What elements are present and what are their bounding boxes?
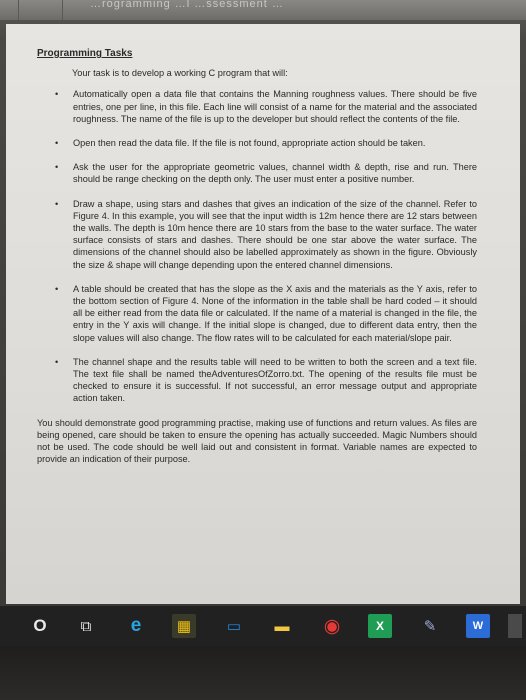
bullet-icon: •: [55, 89, 59, 100]
show-desktop-button[interactable]: [508, 614, 522, 638]
task-item: [37, 356, 477, 405]
chrome-glyph: ◉: [323, 615, 341, 637]
mail-glyph: ▭: [226, 618, 242, 635]
store-icon[interactable]: [172, 614, 196, 638]
paint-icon[interactable]: [418, 614, 442, 638]
bullet-icon: •: [55, 198, 59, 209]
file-explorer-glyph: ▬: [274, 617, 290, 635]
excel-glyph: X: [375, 619, 384, 633]
task-view-icon[interactable]: [74, 614, 98, 638]
title-bar-divider: [18, 0, 19, 20]
excel-icon[interactable]: [368, 614, 392, 638]
task-item: [37, 198, 477, 271]
intro-text: Your task is to develop a working C program that will:: [72, 68, 288, 79]
task-item: [37, 283, 477, 344]
bullet-icon: •: [55, 138, 59, 149]
word-glyph: W: [472, 620, 484, 632]
bullet-icon: •: [55, 162, 59, 173]
windows-taskbar: [0, 606, 526, 646]
edge-glyph: e: [130, 615, 142, 636]
task-item: [37, 137, 477, 149]
title-bar-divider: [62, 0, 63, 20]
chrome-icon[interactable]: [320, 614, 344, 638]
file-explorer-icon[interactable]: [270, 614, 294, 638]
bullet-icon: •: [55, 283, 59, 294]
task-text: Draw a shape, using stars and dashes that gives an indication of the size of the channel. Refer to Figure 4. In this example, you will see that the input width is 12m hence there are 12 stars between the walls. The depth is 10m hence there are 10 stars from the base to the water surface. The water surface consists of stars and dashes. There should be one star above the water surface. The dimensions of the channel should also be labelled approximately as shown in the figure. Obviously the size & shape will change depending upon the entered channel dimensions.: [73, 198, 477, 270]
closing-paragraph: You should demonstrate good programming practise, making use of functions and return values. As files are being opened, care should be taken to ensure the opening has actually succeeded. Magic Numbers should not be used. The code should be well laid out and consistent in format. Variable names are expected to provide an indication of their purpose.: [37, 417, 477, 465]
task-text: A table should be created that has the slope as the X axis and the materials as the Y axis, refer to the bottom section of Figure 4. None of the information in the table shall be hard coded – it should all be either read from the data file or calculated. If the name of a material is changed in the file, the entry in the Y axis will change. If the initial slope is changed, due to different data entry, then the slope values will also change. The flow rates will to be calculated for each material/slope pair.: [73, 283, 477, 343]
task-text: Ask the user for the appropriate geometric values, channel width & depth, rise and run. There should be range checking on the depth only. The user must enter a positive number.: [73, 162, 477, 185]
search-icon[interactable]: [28, 614, 52, 638]
task-item: [37, 88, 477, 125]
task-text: Open then read the data file. If the file is not found, appropriate action should be taken.: [73, 138, 426, 149]
section-heading: Programming Tasks: [37, 48, 133, 59]
task-item: [37, 161, 477, 185]
store-glyph: ▦: [176, 618, 192, 635]
window-title: …rogramming …l …ssessment …: [90, 0, 284, 10]
paint-glyph: ✎: [423, 618, 437, 635]
task-text: The channel shape and the results table will need to be written to both the screen and a text file. The text file shall be named theAdventuresOfZorro.txt. The opening of the results file must be checked to ensure it is successful. If not successful, an error message output and appropriate action taken.: [73, 356, 477, 404]
document-content: [37, 48, 477, 465]
word-icon[interactable]: [466, 614, 490, 638]
window-title-bar: [0, 0, 526, 20]
task-view-glyph: ⧉: [80, 617, 92, 635]
task-list: [37, 88, 477, 404]
edge-icon[interactable]: [124, 614, 148, 638]
desk-surface: [0, 646, 526, 700]
bullet-icon: •: [55, 356, 59, 367]
search-glyph: O: [33, 616, 47, 635]
task-text: Automatically open a data file that contains the Manning roughness values. There should be five entries, one per line, in this file. Each line will consist of a name for the material and the associated roughness. The name of the file is up to the developer but should reflect the contents of the file.: [73, 89, 477, 124]
mail-icon[interactable]: [222, 614, 246, 638]
